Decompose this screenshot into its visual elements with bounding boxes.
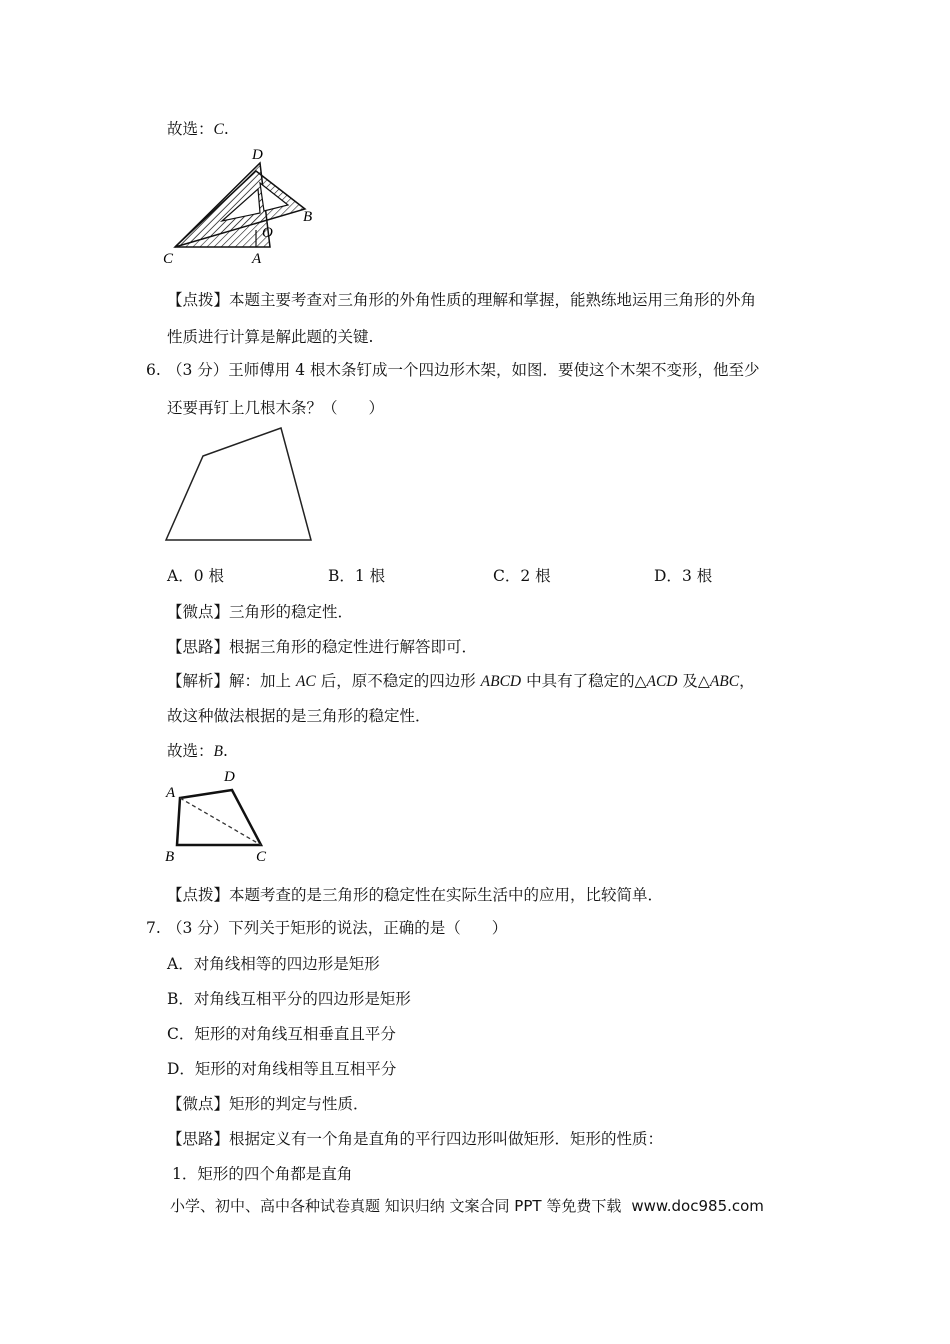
footer-text: 小学、初中、高中各种试卷真题 知识归纳 文案合同 PPT 等免费下载 <box>170 1197 622 1215</box>
q5-triangle-figure <box>160 145 330 270</box>
answer-prefix: 故选： <box>167 120 214 138</box>
q6-stem-line1: （3 分）王师傅用 4 根木条钉成一个四边形木架，如图．要使这个木架不变形，他至少 <box>167 361 760 379</box>
option-text: 0 根 <box>193 567 224 585</box>
label-D: D <box>224 769 235 785</box>
answer-end: . <box>222 742 228 760</box>
option-key: B． <box>328 567 355 585</box>
q7-silu: 【思路】根据定义有一个角是直角的平行四边形叫做矩形．矩形的性质： <box>167 1130 664 1148</box>
q7-number: 7. <box>146 919 161 937</box>
jiexi-var: ABCD <box>480 673 522 690</box>
label-C: C <box>256 849 267 865</box>
option-text: 1 根 <box>354 567 386 585</box>
q7-option-b: B．对角线互相平分的四边形是矩形 <box>167 990 411 1008</box>
q6-quadrilateral-figure <box>160 420 320 550</box>
answer-end: . <box>223 120 229 138</box>
option-text: 3 根 <box>681 567 713 585</box>
jiexi-var: ABC <box>709 673 740 690</box>
jiexi-text: 【解析】解：加上 <box>167 672 292 690</box>
quadrilateral-ABCD <box>177 790 261 845</box>
label-A: A <box>166 785 176 801</box>
q6-option-c <box>493 566 551 586</box>
q7-option-d: D．矩形的对角线相等且互相平分 <box>167 1060 397 1078</box>
q6-option-a <box>167 566 224 586</box>
q7-stem: （3 分）下列关于矩形的说法，正确的是（ ） <box>167 919 508 937</box>
label-B: B <box>303 209 313 225</box>
label-O: O <box>262 225 273 241</box>
label-D: D <box>252 147 263 163</box>
jiexi-text: 后，原不稳定的四边形 <box>320 672 476 690</box>
option-key: D． <box>654 567 682 585</box>
quadrilateral-frame <box>166 428 311 540</box>
option-key: A． <box>167 567 194 585</box>
q6-dianbo: 【点拨】本题考查的是三角形的稳定性在实际生活中的应用，比较简单． <box>167 886 664 904</box>
q6-answer <box>167 741 228 762</box>
q7-point1: 1．矩形的四个角都是直角 <box>172 1165 353 1183</box>
answer-letter: C <box>213 121 224 138</box>
q6-stem-line2: 还要再钉上几根木条？（ ） <box>167 399 385 417</box>
q7-option-a: A．对角线相等的四边形是矩形 <box>167 955 380 973</box>
q6-option-d <box>654 566 712 586</box>
answer-prefix: 故选： <box>167 742 214 760</box>
q6-number: 6. <box>146 361 161 379</box>
option-text: 2 根 <box>520 567 551 585</box>
label-C: C <box>163 251 174 267</box>
q5-dianbo-line1: 【点拨】本题主要考查对三角形的外角性质的理解和掌握，能熟练地运用三角形的外角 <box>167 291 757 309</box>
jiexi-text: ， <box>739 672 755 690</box>
label-B: B <box>165 849 175 865</box>
q6-option-b <box>328 566 385 586</box>
q6-jiexi-line2: 故这种做法根据的是三角形的稳定性． <box>167 707 431 725</box>
label-A: A <box>252 251 262 267</box>
q6-silu: 【思路】根据三角形的稳定性进行解答即可． <box>167 638 478 656</box>
q7-weidian: 【微点】矩形的判定与性质． <box>167 1095 369 1113</box>
option-key: C． <box>493 567 521 585</box>
q5-dianbo-line2: 性质进行计算是解此题的关键. <box>167 328 374 346</box>
q6-weidian: 【微点】三角形的稳定性． <box>167 603 354 621</box>
jiexi-text: 及△ <box>682 672 710 690</box>
jiexi-var: ACD <box>646 673 678 690</box>
q7-option-c: C．矩形的对角线互相垂直且平分 <box>167 1025 396 1043</box>
answer-letter: B <box>213 743 223 760</box>
q6-jiexi-line1 <box>167 671 755 692</box>
page-footer <box>170 1195 764 1216</box>
jiexi-var: AC <box>295 673 316 690</box>
jiexi-text: 中具有了稳定的△ <box>526 672 647 690</box>
q6-solution-figure <box>160 765 280 865</box>
footer-url[interactable]: www.doc985.com <box>631 1197 764 1215</box>
q5-answer <box>167 119 229 140</box>
